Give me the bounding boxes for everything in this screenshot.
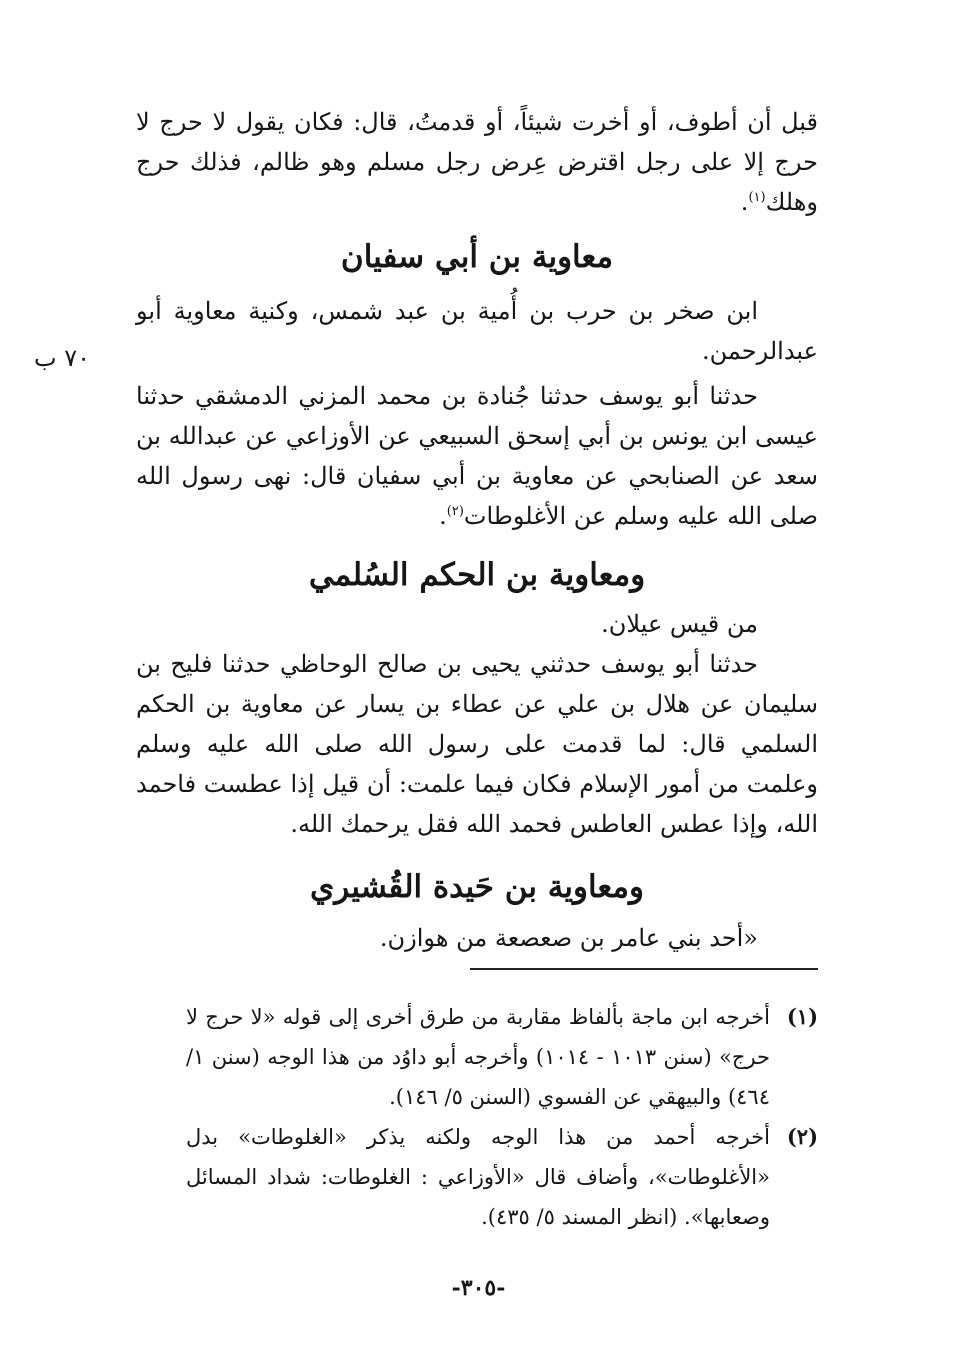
page-number: -٣٠٥- (451, 1275, 506, 1301)
section2-origin: من قيس عيلان. (601, 610, 758, 638)
section2-hadith: حدثنا أبو يوسف حدثني يحيى بن صالح الوحاظي حدثنا فليح بن سليمان عن هلال بن علي عن عطاء بن يسار عن معاوية بن الحكم السلمي قال: لما قدمت على رسول الله صلى الله عليه وسلم وعلمت من أمور الإسلام فكان فيما علمت: أن قيل إذا عطست فاحمد الله، وإذا عطس العاطس فحمد الله فقل يرحمك الله. (136, 650, 818, 838)
intro-end: . (740, 188, 749, 216)
footnote-text: أخرجه ابن ماجة بألفاظ مقاربة من طرق أخرى إلى قوله «لا حرج لا حرج» (سنن ١٠١٣ - ١٠١٤) وأخرجه أبو داوُد من هذا الوجه (سنن ١/ ٤٦٤) والبيهقي عن الفسوي (السنن ٥/ ١٤٦). (186, 1005, 771, 1109)
intro-paragraph (136, 102, 818, 222)
section-heading-muawiya-abi-sufyan: معاوية بن أبي سفيان (340, 239, 614, 275)
footnote-ref-2[interactable]: (٢) (446, 504, 464, 519)
section-heading-muawiya-haydah: ومعاوية بن حَيدة القُشيري (310, 869, 644, 905)
section1-hadith-text: حدثنا أبو يوسف حدثنا جُنادة بن محمد المزني الدمشقي حدثنا عيسى ابن يونس بن أبي إسحق السبيعي عن الأوزاعي عن عبدالله بن سعد عن الصنابحي عن معاوية بن أبي سفيان قال: نهى رسول الله صلى الله عليه وسلم عن الأغلوطات (136, 382, 818, 530)
section1-hadith-end: . (439, 502, 447, 530)
section3-origin: «أحد بني عامر بن صعصعة من هوازن. (379, 924, 758, 952)
footnote-separator (470, 968, 818, 970)
section1-lineage: ابن صخر بن حرب بن أُمية بن عبد شمس، وكنية معاوية أبو عبدالرحمن. (136, 297, 818, 365)
margin-folio-note: ٧٠ ب (33, 344, 90, 372)
footnote-ref-1[interactable]: (١) (748, 190, 766, 205)
intro-text: قبل أن أطوف، أو أخرت شيئاً، أو قدمتُ، قال: فكان يقول لا حرج لا حرج إلا على رجل اقترض عِرض رجل مسلم وهو ظالم، فذلك حرج وهلك (136, 108, 818, 216)
section1-hadith (136, 376, 818, 536)
section-heading-muawiya-hakam: ومعاوية بن الحكم السُلمي (308, 557, 646, 593)
footnote-1 (186, 997, 818, 1117)
footnotes (186, 997, 818, 1237)
footnote-2 (186, 1117, 818, 1237)
footnote-number: (١) (786, 1004, 818, 1029)
footnote-text: أخرجه أحمد من هذا الوجه ولكنه يذكر «الغلوطات» بدل «الأغلوطات»، وأضاف قال «الأوزاعي : الغلوطات: شداد المسائل وصعابها». (انظر المسند ٥/ ٤٣٥). (186, 1125, 770, 1229)
footnote-number: (٢) (786, 1124, 818, 1149)
